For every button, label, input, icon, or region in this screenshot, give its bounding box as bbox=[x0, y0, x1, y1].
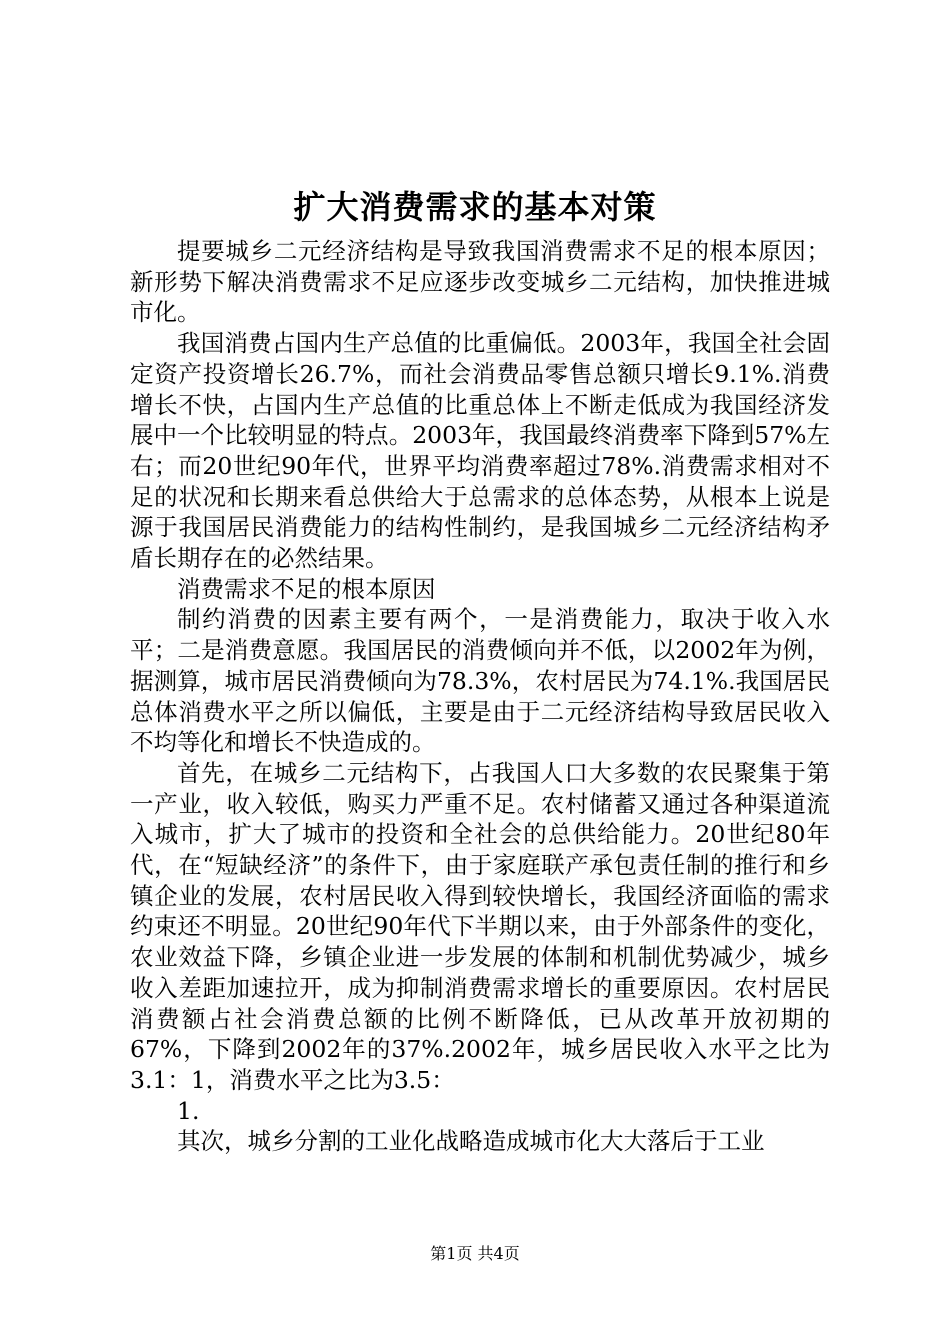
section-heading: 消费需求不足的根本原因 bbox=[177, 574, 436, 603]
body-paragraph: 首先，在城乡二元结构下，占我国人口大多数的农民聚集于第一产业，收入较低，购买力严重不足。农村储蓄又通过各种渠道流入城市，扩大了城市的投资和全社会的总供给能力。20世纪80年代，在“短缺经济”的条件下，由于家庭联产承包责任制的推行和乡镇企业的发展，农村居民收入得到较快增长，我国经济面临的需求约束还不明显。20世纪90年代下半期以来，由于外部条件的变化，农业效益下降，乡镇企业进一步发展的体制和机制优势减少，城乡收入差距加速拉开，成为抑制消费需求增长的重要原因。农村居民消费额占社会消费总额的比例不断降低，已从改革开放初期的67%，下降到2002年的37%.2002年，城乡居民收入水平之比为3.1：1，消费水平之比为3.5： bbox=[130, 758, 830, 1094]
list-number: 1. bbox=[177, 1096, 200, 1125]
document-title: 扩大消费需求的基本对策 bbox=[293, 188, 657, 226]
page-footer: 第1页 共4页 bbox=[430, 1244, 520, 1263]
body-paragraph: 我国消费占国内生产总值的比重偏低。2003年，我国全社会固定资产投资增长26.7%，而社会消费品零售总额只增长9.1%.消费增长不快，占国内生产总值的比重总体上不断走低成为我国经济发展中一个比较明显的特点。2003年，我国最终消费率下降到57%左右；而20世纪90年代，世界平均消费率超过78%.消费需求相对不足的状况和长期来看总供给大于总需求的总体态势，从根本上说是源于我国居民消费能力的结构性制约，是我国城乡二元经济结构矛盾长期存在的必然结果。 bbox=[130, 329, 830, 573]
body-paragraph: 制约消费的因素主要有两个，一是消费能力，取决于收入水平；二是消费意愿。我国居民的消费倾向并不低，以2002年为例，据测算，城市居民消费倾向为78.3%，农村居民为74.1%.我国居民总体消费水平之所以偏低，主要是由于二元经济结构导致居民收入不均等化和增长不快造成的。 bbox=[130, 605, 830, 757]
document-body bbox=[130, 236, 830, 1157]
body-paragraph: 其次，城乡分割的工业化战略造成城市化大大落后于工业 bbox=[177, 1127, 765, 1156]
abstract-paragraph: 提要城乡二元经济结构是导致我国消费需求不足的根本原因；新形势下解决消费需求不足应逐步改变城乡二元结构，加快推进城市化。 bbox=[130, 237, 830, 327]
